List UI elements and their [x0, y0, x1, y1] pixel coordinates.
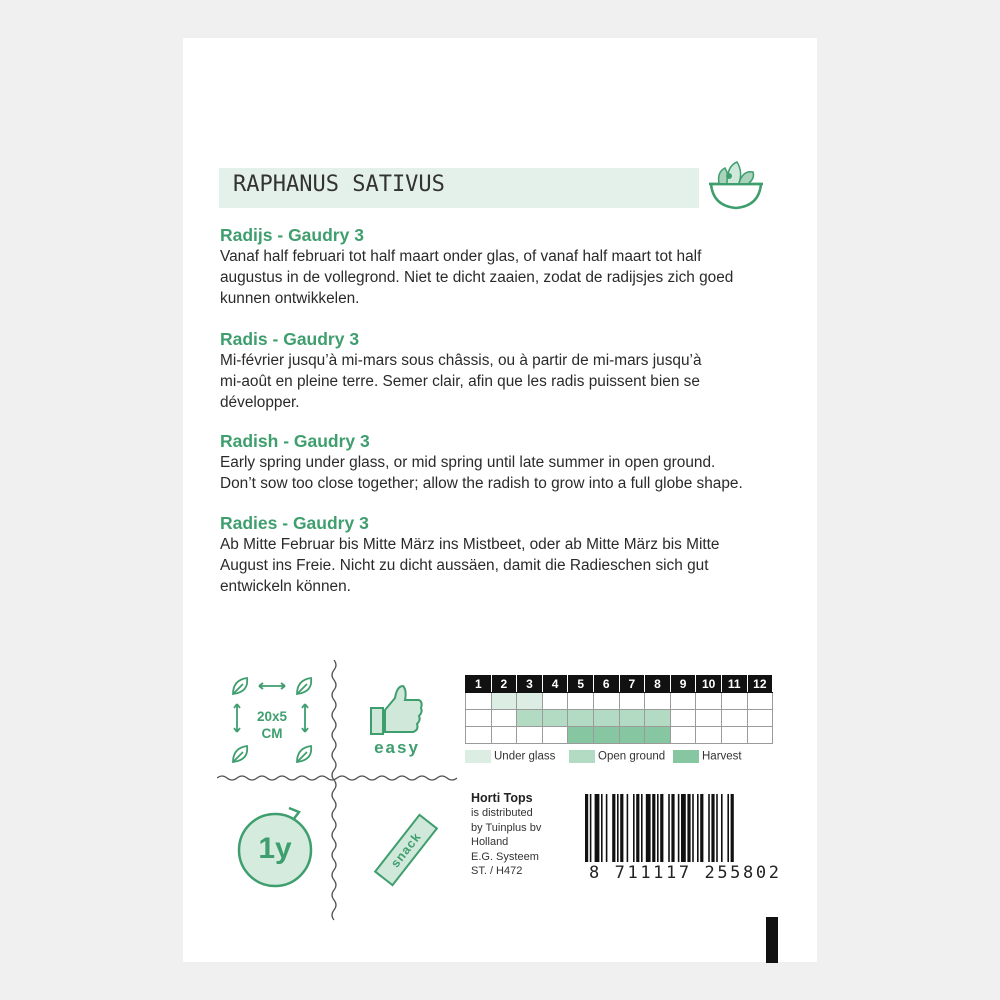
- calendar-cell: [491, 727, 517, 744]
- legend-open-ground: [569, 750, 665, 763]
- calendar-month-12: 12: [747, 676, 773, 693]
- barcode-bar: [681, 794, 686, 862]
- calendar-cell: [593, 727, 619, 744]
- calendar-cell: [619, 727, 645, 744]
- barcode-bar: [620, 794, 623, 862]
- calendar-cell: [517, 727, 543, 744]
- brand-name: Horti Tops: [471, 791, 533, 805]
- species-name: RAPHANUS SATIVUS: [233, 172, 445, 197]
- seed-packet-back: [183, 38, 817, 962]
- text-line: mi-août en pleine terre. Semer clair, afin que les radis puissent bien se: [220, 373, 700, 390]
- calendar-month-8: 8: [645, 676, 671, 693]
- legend-swatch: [465, 750, 491, 763]
- barcode-bar: [687, 794, 690, 862]
- barcode-bar: [585, 794, 588, 862]
- spacing-label: [247, 708, 297, 742]
- barcode-bar: [700, 794, 703, 862]
- snack-label: snack: [388, 829, 424, 871]
- section-german: [220, 512, 780, 597]
- barcode-bar: [646, 794, 651, 862]
- barcode-bar: [636, 794, 639, 862]
- calendar-month-5: 5: [568, 676, 594, 693]
- sowing-calendar: [465, 675, 773, 744]
- calendar-cell: [491, 693, 517, 710]
- calendar-cell: [466, 727, 492, 744]
- section-dutch: [220, 224, 780, 309]
- section-text: [220, 534, 780, 597]
- snack-icon: [367, 808, 447, 888]
- difficulty-label: easy: [374, 738, 420, 757]
- calendar-cell: [517, 693, 543, 710]
- calendar-cell: [542, 727, 568, 744]
- legend-swatch: [673, 750, 699, 763]
- text-line: développer.: [220, 394, 300, 411]
- snack-wrapper: [374, 813, 438, 886]
- section-french: [220, 328, 780, 413]
- wavy-divider-horizontal-left: [217, 773, 457, 783]
- barcode-bar: [601, 794, 603, 862]
- calendar-cell: [747, 710, 773, 727]
- barcode-bar: [652, 794, 655, 862]
- calendar-month-6: 6: [593, 676, 619, 693]
- barcode-bar: [660, 794, 663, 862]
- distributor-line: ST. / H472: [471, 865, 523, 877]
- calendar-cell: [568, 710, 594, 727]
- barcode-bar: [731, 794, 734, 862]
- text-line: kunnen ontwikkelen.: [220, 290, 360, 307]
- calendar-cell: [645, 710, 671, 727]
- lifecycle-label: 1y: [258, 832, 292, 865]
- section-title: Radijs - Gaudry 3: [220, 225, 364, 245]
- calendar-cell: [670, 727, 696, 744]
- section-english: [220, 430, 780, 494]
- calendar-month-header: [466, 676, 773, 693]
- section-text: [220, 246, 780, 309]
- thumbs-up-icon: [367, 678, 427, 738]
- barcode-bar: [612, 794, 615, 862]
- calendar-cell: [593, 710, 619, 727]
- legend-harvest: [673, 750, 742, 763]
- text-line: Mi-février jusqu’à mi-mars sous châssis, ou à partir de mi-mars jusqu’à: [220, 352, 702, 369]
- calendar-cell: [696, 710, 722, 727]
- text-line: Vanaf half februari tot half maart onder glas, of vanaf half maart tot half: [220, 248, 702, 265]
- salad-bowl-icon: [705, 154, 767, 216]
- calendar-row: [466, 710, 773, 727]
- calendar-cell: [619, 693, 645, 710]
- spacing-unit: CM: [261, 726, 283, 741]
- calendar-cell: [593, 693, 619, 710]
- calendar-cell: [542, 710, 568, 727]
- calendar-cell: [466, 710, 492, 727]
- barcode-bar: [678, 794, 680, 862]
- lifecycle-icon: [227, 800, 323, 896]
- calendar-month-7: 7: [619, 676, 645, 693]
- calendar-cell: [670, 710, 696, 727]
- calendar-cell: [542, 693, 568, 710]
- calendar-cell: [721, 727, 747, 744]
- registration-mark: [766, 917, 778, 963]
- barcode-bar: [716, 794, 718, 862]
- barcode-bar: [721, 794, 723, 862]
- calendar-row: [466, 693, 773, 710]
- legend-label: Harvest: [702, 750, 742, 763]
- calendar-month-1: 1: [466, 676, 492, 693]
- barcode-bar: [595, 794, 600, 862]
- distributor-line: Holland: [471, 836, 509, 848]
- calendar-cell: [645, 727, 671, 744]
- calendar-cell: [491, 710, 517, 727]
- calendar-row: [466, 727, 773, 744]
- calendar-cell: [747, 693, 773, 710]
- calendar-month-9: 9: [670, 676, 696, 693]
- text-line: entwickeln können.: [220, 578, 351, 595]
- calendar-cell: [721, 693, 747, 710]
- barcode: [583, 794, 779, 866]
- legend-label: Open ground: [598, 750, 666, 763]
- calendar-cell: [568, 693, 594, 710]
- calendar-month-4: 4: [542, 676, 568, 693]
- distributor-line: E.G. Systeem: [471, 850, 539, 863]
- barcode-number: 8 711117 255802: [589, 863, 782, 883]
- spacing-value: 20x5: [256, 709, 288, 724]
- calendar-month-10: 10: [696, 676, 722, 693]
- distributor-info: [471, 790, 541, 879]
- calendar-month-3: 3: [517, 676, 543, 693]
- calendar-cell: [696, 693, 722, 710]
- section-title: Radies - Gaudry 3: [220, 513, 369, 533]
- distributor-line: by Tuinplus bv: [471, 821, 542, 834]
- calendar-month-11: 11: [721, 676, 747, 693]
- calendar-cell: [721, 710, 747, 727]
- barcode-bar: [692, 794, 694, 862]
- calendar-cell: [645, 693, 671, 710]
- text-line: August ins Freie. Nicht zu dicht aussäen, damit die Radieschen sich gut: [220, 557, 709, 574]
- legend-under-glass: [465, 750, 555, 763]
- section-title: Radish - Gaudry 3: [220, 431, 370, 451]
- legend-swatch: [569, 750, 595, 763]
- distributor-line: is distributed: [471, 807, 533, 819]
- calendar-cell: [517, 710, 543, 727]
- spacing-icon: [227, 674, 317, 768]
- barcode-bar: [606, 794, 608, 862]
- calendar-month-2: 2: [491, 676, 517, 693]
- barcode-bar: [641, 794, 643, 862]
- calendar-cell: [696, 727, 722, 744]
- barcode-bar: [727, 794, 729, 862]
- section-text: [220, 452, 780, 494]
- wavy-divider-vertical: [329, 660, 339, 922]
- text-line: augustus in de vollegrond. Niet te dicht zaaien, zodat de radijsjes zich goed: [220, 269, 734, 286]
- legend-label: Under glass: [494, 750, 556, 763]
- section-text: [220, 350, 780, 413]
- text-line: Early spring under glass, or mid spring until late summer in open ground.: [220, 454, 716, 471]
- barcode-bar: [657, 794, 659, 862]
- calendar-cell: [619, 710, 645, 727]
- calendar-cell: [568, 727, 594, 744]
- barcode-bar: [671, 794, 674, 862]
- text-line: Don’t sow too close together; allow the radish to grow into a full globe shape.: [220, 475, 743, 492]
- barcode-bar: [590, 794, 592, 862]
- barcode-bar: [668, 794, 670, 862]
- difficulty-icon: [361, 678, 433, 764]
- barcode-bar: [708, 794, 710, 862]
- barcode-bar: [617, 794, 619, 862]
- calendar-cell: [466, 693, 492, 710]
- barcode-bar: [627, 794, 629, 862]
- barcode-bar: [697, 794, 699, 862]
- calendar-cell: [670, 693, 696, 710]
- section-title: Radis - Gaudry 3: [220, 329, 360, 349]
- calendar-cell: [747, 727, 773, 744]
- text-line: Ab Mitte Februar bis Mitte März ins Mistbeet, oder ab Mitte März bis Mitte: [220, 536, 720, 553]
- barcode-bar: [711, 794, 714, 862]
- barcode-bar: [633, 794, 635, 862]
